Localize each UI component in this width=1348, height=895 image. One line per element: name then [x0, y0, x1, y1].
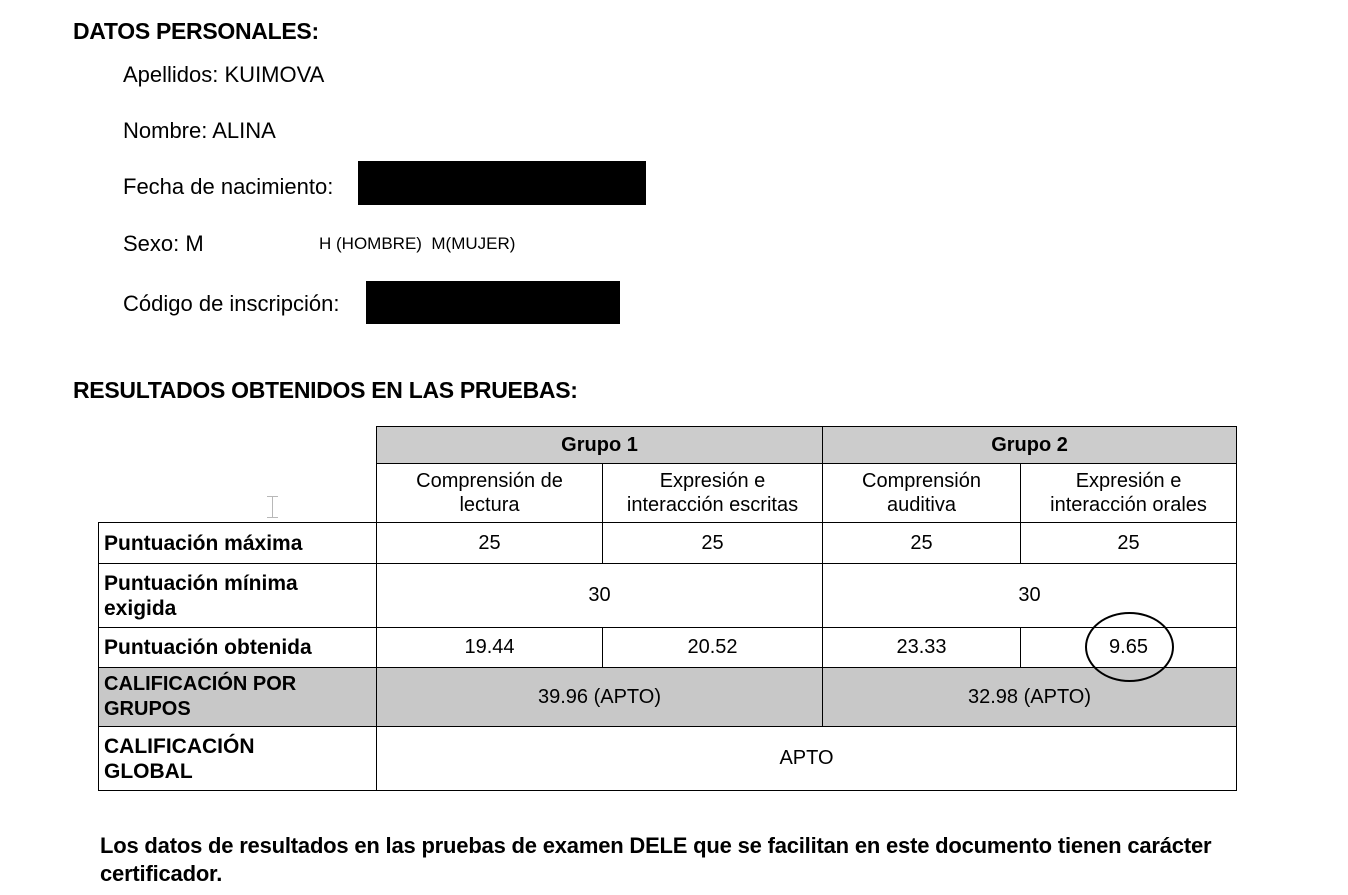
max-score-cell: 25: [823, 523, 1021, 564]
sex-hint: H (HOMBRE) M(MUJER): [319, 234, 516, 253]
name-field: Nombre: ALINA: [123, 118, 276, 143]
max-score-label: Puntuación máxima: [99, 523, 377, 564]
max-score-cell: 25: [377, 523, 603, 564]
max-score-row: [99, 523, 1237, 564]
label-line: exigida: [104, 596, 177, 620]
written-expression-header: [603, 464, 823, 523]
global-grade-label: [99, 727, 377, 791]
group-1-header: Grupo 1: [377, 427, 823, 464]
header-line: auditiva: [887, 494, 956, 516]
obtained-score-cell: 23.33: [823, 628, 1021, 668]
header-line: Comprensión: [862, 470, 981, 492]
min-score-group-2: 30: [823, 564, 1237, 628]
max-score-cell: 25: [1021, 523, 1237, 564]
header-line: Expresión e: [1075, 470, 1182, 492]
header-line: lectura: [459, 494, 520, 516]
test-header-row: [99, 464, 1237, 523]
birth-date-label: Fecha de nacimiento:: [123, 174, 334, 199]
label-line: Puntuación mínima: [104, 571, 298, 595]
personal-data-heading: DATOS PERSONALES:: [73, 18, 319, 44]
header-line: Comprensión de: [416, 470, 563, 492]
label-line: CALIFICACIÓN POR: [104, 673, 297, 695]
group-1-grade: 39.96 (APTO): [377, 668, 823, 727]
header-line: Expresión e: [659, 470, 766, 492]
global-grade-value: APTO: [377, 727, 1237, 791]
reading-comprehension-header: [377, 464, 603, 523]
obtained-score-cell: 19.44: [377, 628, 603, 668]
blank-cell: [99, 464, 377, 523]
min-score-label: [99, 564, 377, 628]
min-score-row: [99, 564, 1237, 628]
certification-note: Los datos de resultados en las pruebas de examen DELE que se facilitan en este documento tienen carácter certificador.: [100, 833, 1212, 886]
blank-cell: [99, 427, 377, 464]
text-cursor-icon: [272, 496, 273, 518]
global-grade-row: [99, 727, 1237, 791]
label-line: GLOBAL: [104, 759, 193, 783]
sex-field: Sexo: M: [123, 231, 204, 256]
obtained-score-cell: 9.65: [1021, 628, 1237, 668]
label-line: CALIFICACIÓN: [104, 734, 255, 758]
group-2-grade: 32.98 (APTO): [823, 668, 1237, 727]
obtained-score-row: [99, 628, 1237, 668]
obtained-score-label: Puntuación obtenida: [99, 628, 377, 668]
listening-comprehension-header: [823, 464, 1021, 523]
group-grade-label: [99, 668, 377, 727]
oral-expression-header: [1021, 464, 1237, 523]
min-score-group-1: 30: [377, 564, 823, 628]
hand-drawn-circle: [1085, 612, 1174, 682]
label-line: GRUPOS: [104, 698, 191, 720]
surname-field: Apellidos: KUIMOVA: [123, 62, 325, 87]
results-table: [98, 426, 1237, 791]
group-2-header: Grupo 2: [823, 427, 1237, 464]
header-line: interacción orales: [1050, 494, 1207, 516]
header-line: interacción escritas: [626, 494, 799, 516]
registration-code-redaction: [366, 281, 620, 324]
group-grade-row: [99, 668, 1237, 727]
max-score-cell: 25: [603, 523, 823, 564]
obtained-score-cell: 20.52: [603, 628, 823, 668]
group-header-row: [99, 427, 1237, 464]
birth-date-redaction: [358, 161, 646, 205]
registration-code-label: Código de inscripción:: [123, 291, 340, 316]
results-heading: RESULTADOS OBTENIDOS EN LAS PRUEBAS:: [73, 377, 578, 403]
